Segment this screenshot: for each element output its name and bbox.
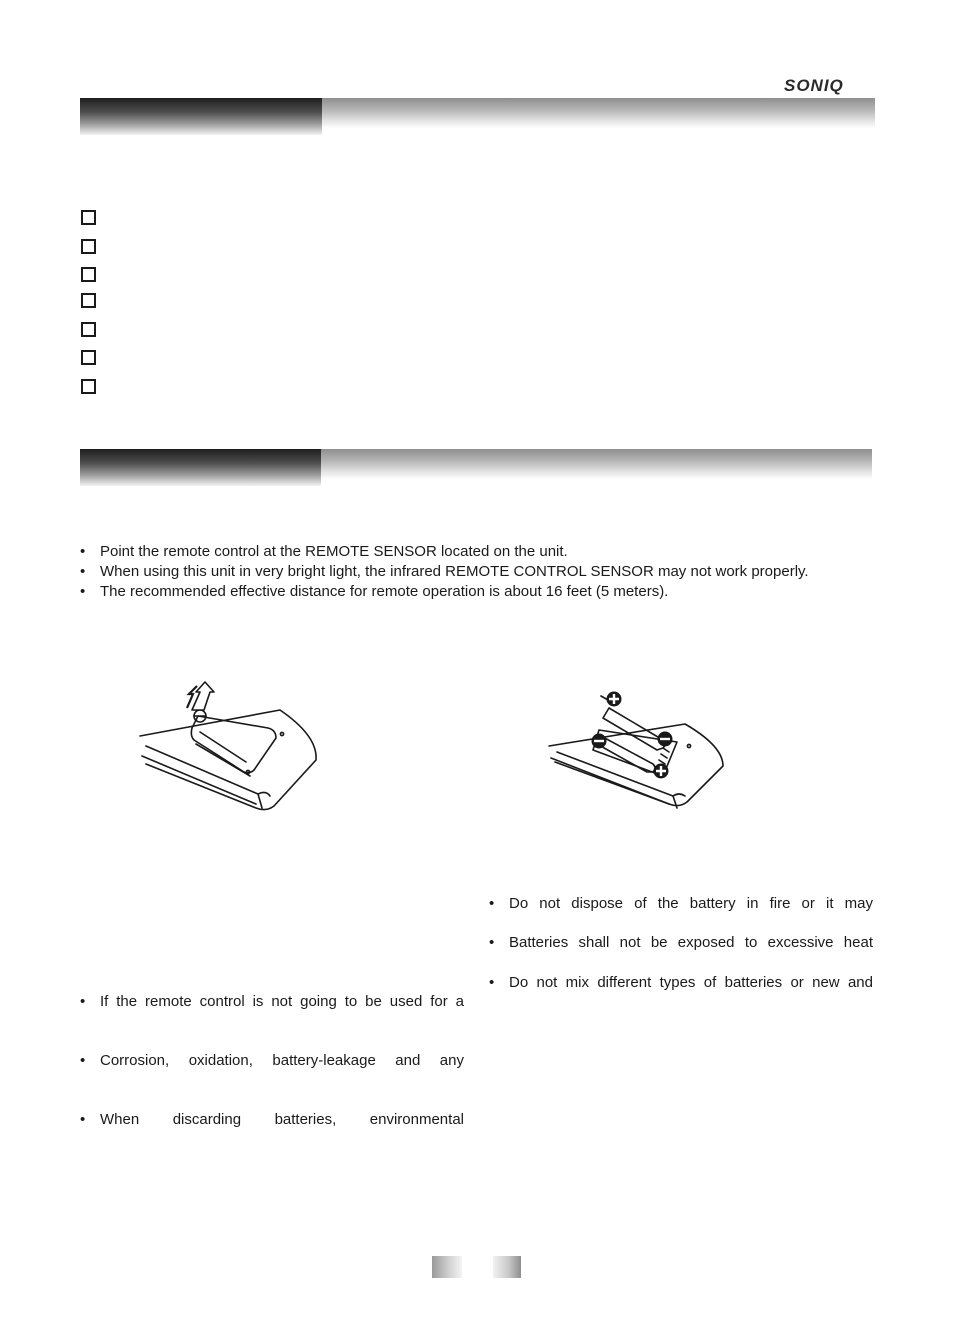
section-header-bar-accessories-extension [322,98,875,128]
battery-note-fire: • Do not dispose of the battery in fire or it may [489,894,873,914]
checkbox [81,322,96,337]
battery-note-disposal: • When discarding batteries, environmental [80,1110,464,1130]
checkbox [81,379,96,394]
checkbox [81,350,96,365]
section-header-bar-accessories [80,98,322,135]
battery-note-mixing: • Do not mix different types of batteries or new and [489,973,873,993]
section-header-bar-remote-extension [321,449,872,479]
checkbox [81,239,96,254]
page-number-tab-left [432,1256,462,1278]
checkbox [81,210,96,225]
remote-usage-list [80,542,880,602]
battery-insertion-illustration [545,680,735,830]
list-item: • When using this unit in very bright light, the infrared REMOTE CONTROL SENSOR may not work properly. [80,562,880,582]
section-header-bar-remote [80,449,321,486]
page-number-tab-right [493,1256,521,1278]
accessories-checklist [80,208,100,398]
brand-logo: SONIQ [784,76,844,95]
battery-note-heat: • Batteries shall not be exposed to excessive heat [489,933,873,953]
battery-note-corrosion: • Corrosion, oxidation, battery-leakage and any [80,1051,464,1071]
list-item: • The recommended effective distance for remote operation is about 16 feet (5 meters). [80,582,880,602]
checkbox [81,293,96,308]
checkbox [81,267,96,282]
battery-note-storage: • If the remote control is not going to be used for a [80,992,464,1012]
battery-cover-removal-illustration [130,670,330,820]
list-item: • Point the remote control at the REMOTE SENSOR located on the unit. [80,542,880,562]
